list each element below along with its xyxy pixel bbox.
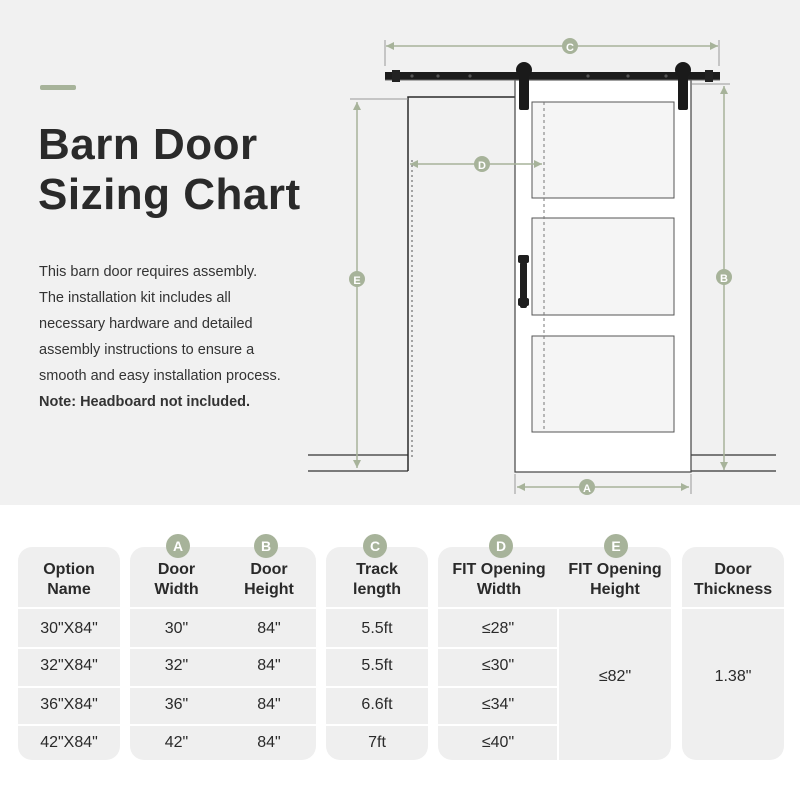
description-line: The installation kit includes all [39, 290, 231, 306]
track-rail [385, 70, 720, 82]
cell-width: 42" [164, 734, 189, 751]
header-fit-opening-height: FIT Opening Height [568, 561, 662, 598]
label-e: E [353, 275, 361, 287]
cell-option: 36"X84" [40, 696, 98, 713]
label-b: B [720, 273, 728, 285]
cell-fit-width: ≤30" [481, 657, 515, 674]
badge-b: B [254, 534, 278, 558]
title-line-1: Barn Door [38, 120, 258, 169]
cell-height: 84" [257, 657, 281, 674]
cell-fit-width: ≤40" [481, 734, 515, 751]
cell-height: 84" [257, 734, 281, 751]
cell-option: 30"X84" [40, 620, 98, 637]
wall-opening [408, 97, 515, 471]
description-line: This barn door requires assembly. [39, 264, 258, 280]
header-door-width: Door Width [154, 561, 199, 598]
badge-a: A [166, 534, 190, 558]
cell-height: 84" [257, 696, 281, 713]
cell-option: 42"X84" [40, 734, 98, 751]
header-door-height: Door Height [244, 561, 294, 598]
label-d: D [478, 160, 486, 172]
header-option: Option Name [43, 561, 95, 598]
description-line: assembly instructions to ensure a [39, 342, 255, 358]
cell-width: 30" [164, 620, 189, 637]
badge-c: C [363, 534, 387, 558]
cell-width: 36" [164, 696, 189, 713]
label-c: C [566, 42, 574, 54]
header-track-length: Track length [353, 561, 401, 598]
cell-width: 32" [164, 657, 189, 674]
header-fit-opening-width: FIT Opening Width [452, 561, 546, 598]
title-line-2: Sizing Chart [38, 170, 301, 219]
badge-e: E [604, 534, 628, 558]
dimension-c [385, 38, 719, 66]
badge-d: D [489, 534, 513, 558]
cell-fit-height-merged: ≤82" [598, 668, 632, 685]
cell-track: 6.6ft [361, 696, 393, 713]
dimension-a [515, 474, 691, 495]
description-line: smooth and easy installation process. [39, 368, 281, 384]
barn-door [515, 80, 691, 472]
description-line: necessary hardware and detailed [39, 316, 253, 332]
header-door-thickness: Door Thickness [693, 561, 773, 598]
description-note: Note: Headboard not included. [39, 394, 251, 410]
cell-track: 5.5ft [361, 620, 393, 637]
cell-track: 5.5ft [361, 657, 393, 674]
cell-fit-width: ≤34" [481, 696, 515, 713]
label-a: A [583, 483, 591, 495]
cell-track: 7ft [368, 734, 386, 751]
cell-thickness-merged: 1.38" [714, 668, 752, 685]
cell-height: 84" [257, 620, 281, 637]
cell-fit-width: ≤28" [481, 620, 515, 637]
cell-option: 32"X84" [40, 657, 98, 674]
